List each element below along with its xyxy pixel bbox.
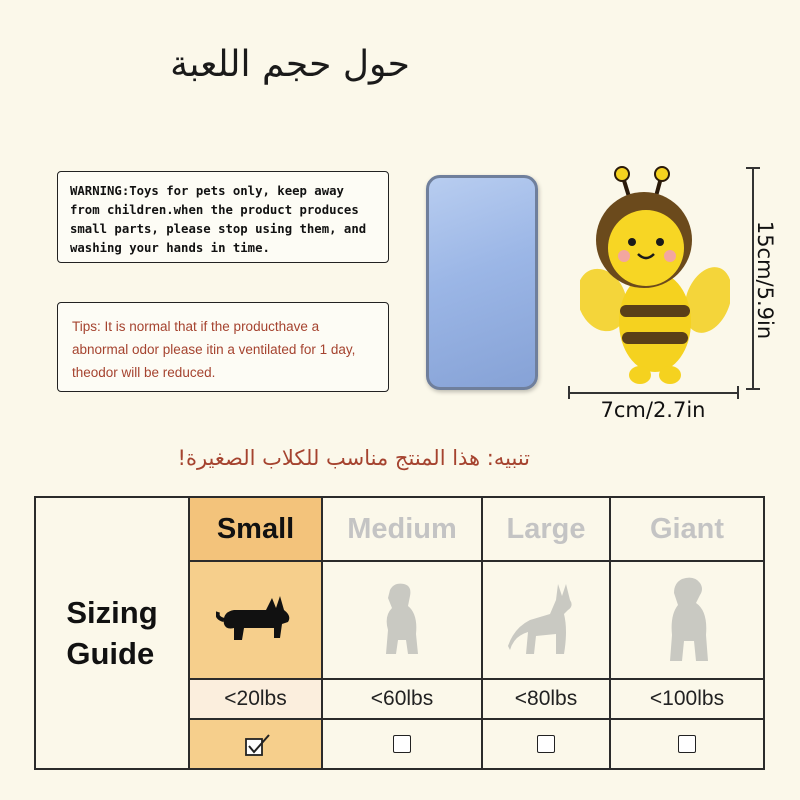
- size-column-giant: [609, 498, 763, 768]
- weight-limit-large: <80lbs: [483, 678, 609, 718]
- size-checkbox-medium[interactable]: [393, 735, 411, 753]
- sizing-guide-label-line1: Sizing: [66, 595, 158, 630]
- size-header-medium: Medium: [347, 512, 457, 545]
- size-checkbox-giant[interactable]: [678, 735, 696, 753]
- size-header-small: Small: [190, 498, 321, 560]
- size-check-cell: [483, 718, 609, 768]
- page-title: حول حجم اللعبة: [170, 44, 410, 85]
- width-label: 7cm/2.7in: [600, 398, 706, 422]
- size-column-small: [188, 498, 321, 768]
- tips-box: Tips: It is normal that if the producthave a abnormal odor please itin a ventilated for 1 day, theodor will be reduced.: [57, 302, 389, 392]
- size-checkbox-large[interactable]: [537, 735, 555, 753]
- size-dog-cell: [190, 560, 321, 678]
- size-dog-cell: [323, 560, 481, 678]
- size-dog-cell: [483, 560, 609, 678]
- size-check-cell: [190, 718, 321, 768]
- sizing-guide-table: [34, 496, 765, 770]
- corgi-icon: [216, 590, 296, 650]
- suitability-notice: تنبيه: هذا المنتج مناسب للكلاب الصغيرة!: [177, 446, 530, 470]
- width-dimension-line: [568, 392, 738, 394]
- size-column-large: [481, 498, 609, 768]
- weight-limit-medium: <60lbs: [323, 678, 481, 718]
- bee-toy-image: [580, 160, 730, 390]
- size-checkbox-small[interactable]: [245, 734, 267, 754]
- phone-reference-image: [426, 175, 538, 390]
- large-dog-icon: [652, 575, 722, 665]
- bee-icon: [580, 160, 730, 390]
- size-column-medium: [321, 498, 481, 768]
- size-header-giant: Giant: [649, 512, 725, 545]
- weight-limit-giant: <100lbs: [611, 678, 763, 718]
- sizing-guide-label-line2: Guide: [66, 636, 155, 671]
- weight-limit-small: <20lbs: [190, 678, 321, 718]
- checkmark-icon: [245, 734, 271, 756]
- size-header-large: Large: [506, 512, 586, 545]
- height-dimension-tick: [746, 388, 760, 390]
- sitting-dog-icon: [372, 580, 432, 660]
- size-check-cell: [611, 718, 763, 768]
- warning-box: WARNING:Toys for pets only, keep away from children.when the product produces small parts, please stop using them, and washing your hands in time.: [57, 171, 389, 263]
- sizing-guide-label: [36, 498, 188, 768]
- shepherd-dog-icon: [506, 580, 586, 660]
- height-label: 15cm/5.9in: [753, 220, 777, 340]
- size-dog-cell: [611, 560, 763, 678]
- height-dimension-tick: [746, 167, 760, 169]
- size-check-cell: [323, 718, 481, 768]
